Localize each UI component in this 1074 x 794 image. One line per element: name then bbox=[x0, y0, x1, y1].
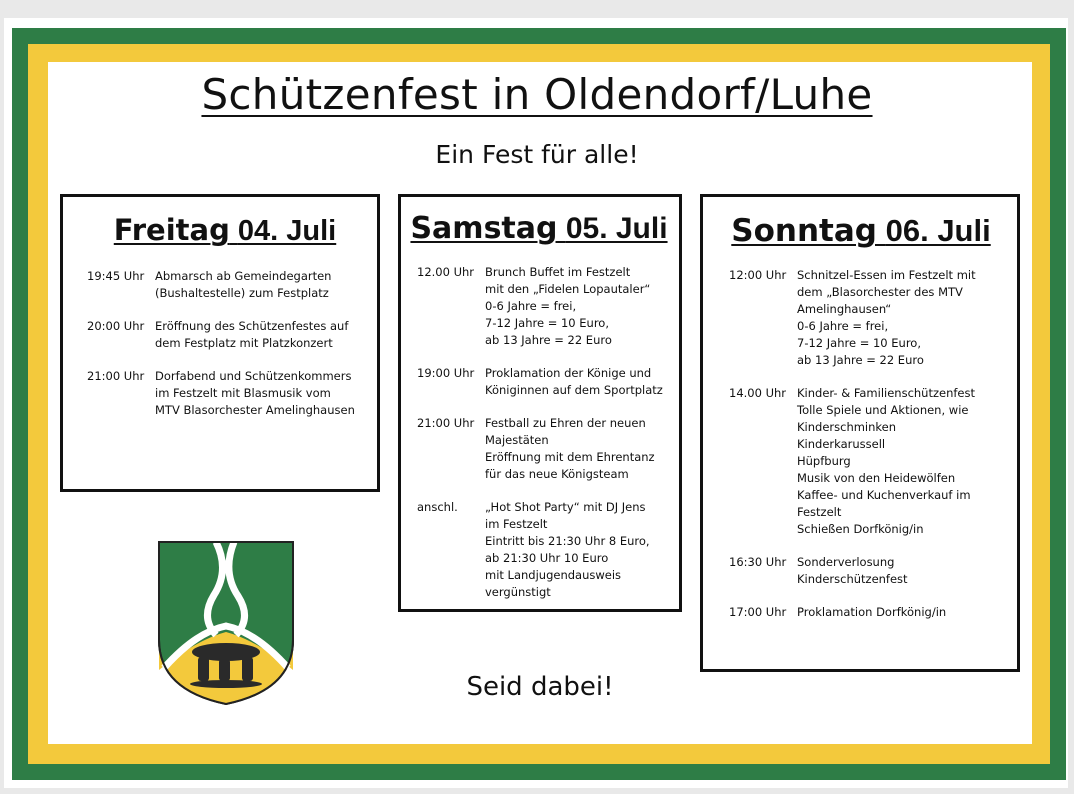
day-title-friday bbox=[87, 213, 363, 248]
day-weekday: Freitag bbox=[113, 213, 230, 247]
event-item bbox=[729, 385, 1007, 538]
poster-subtitle: Ein Fest für alle! bbox=[435, 140, 639, 169]
event-text: Proklamation Dorfkönig/in bbox=[797, 605, 947, 619]
event-text: Festball zu Ehren der neuen Majestäten Eröffnung mit dem Ehrentanz für das neue Königsteam bbox=[485, 416, 655, 481]
event-item bbox=[417, 415, 669, 483]
event-time: 21:00 Uhr bbox=[417, 416, 475, 430]
event-time: 17:00 Uhr bbox=[729, 605, 787, 619]
event-time: 19:45 Uhr bbox=[87, 269, 145, 283]
day-date: 04. Juli bbox=[237, 215, 337, 247]
event-item bbox=[87, 368, 363, 419]
event-time: 21:00 Uhr bbox=[87, 369, 145, 383]
coat-of-arms-icon bbox=[156, 540, 296, 706]
event-text: „Hot Shot Party“ mit DJ Jens im Festzelt Eintritt bis 21:30 Uhr 8 Euro, ab 21:30 Uhr 10 Euro mit Landjugendausweis vergünstigt bbox=[485, 500, 650, 599]
event-item bbox=[417, 499, 669, 601]
event-text: Sonderverlosung Kinderschützenfest bbox=[797, 555, 908, 586]
event-time: 14.00 Uhr bbox=[729, 386, 787, 400]
day-box-sunday bbox=[700, 194, 1020, 672]
event-item bbox=[87, 318, 363, 352]
day-box-saturday bbox=[398, 194, 682, 612]
day-box-friday bbox=[60, 194, 380, 492]
event-time: anschl. bbox=[417, 500, 458, 514]
event-item bbox=[417, 365, 669, 399]
event-item bbox=[417, 264, 669, 349]
day-weekday: Sonntag bbox=[731, 213, 877, 249]
event-text: Eröffnung des Schützenfestes auf dem Festplatz mit Platzkonzert bbox=[155, 319, 349, 350]
event-text: Schnitzel-Essen im Festzelt mit dem „Blasorchester des MTV Amelinghausen“ 0-6 Jahre = frei, 7-12 Jahre = 10 Euro, ab 13 Jahre = 22 Euro bbox=[797, 268, 976, 367]
event-time: 12.00 Uhr bbox=[417, 265, 475, 279]
day-title-saturday bbox=[409, 211, 669, 246]
day-title-sunday bbox=[715, 213, 1007, 249]
event-time: 16:30 Uhr bbox=[729, 555, 787, 569]
event-item bbox=[729, 554, 1007, 588]
event-text: Proklamation der Könige und Königinnen auf dem Sportplatz bbox=[485, 366, 663, 397]
day-weekday: Samstag bbox=[410, 211, 558, 246]
footer-text: Seid dabei! bbox=[466, 672, 614, 702]
poster-title: Schützenfest in Oldendorf/Luhe bbox=[201, 70, 873, 119]
event-text: Brunch Buffet im Festzelt mit den „Fidelen Lopautaler“ 0-6 Jahre = frei, 7-12 Jahre = 10 Euro, ab 13 Jahre = 22 Euro bbox=[485, 265, 651, 347]
day-date: 06. Juli bbox=[885, 213, 991, 248]
event-time: 12:00 Uhr bbox=[729, 268, 787, 282]
event-item bbox=[729, 604, 1007, 621]
day-date: 05. Juli bbox=[565, 212, 668, 245]
event-text: Kinder- & Familienschützenfest Tolle Spiele und Aktionen, wie Kinderschminken Kinderkarussell Hüpfburg Musik von den Heidewölfen Kaffee- und Kuchenverkauf im Festzelt Schießen Dorfkönig/in bbox=[797, 386, 976, 536]
event-time: 19:00 Uhr bbox=[417, 366, 475, 380]
event-item bbox=[87, 268, 363, 302]
event-text: Abmarsch ab Gemeindegarten (Bushaltestelle) zum Festplatz bbox=[155, 269, 332, 300]
event-text: Dorfabend und Schützenkommers im Festzelt mit Blasmusik vom MTV Blasorchester Amelinghausen bbox=[155, 369, 355, 417]
event-item bbox=[729, 267, 1007, 369]
event-time: 20:00 Uhr bbox=[87, 319, 145, 333]
